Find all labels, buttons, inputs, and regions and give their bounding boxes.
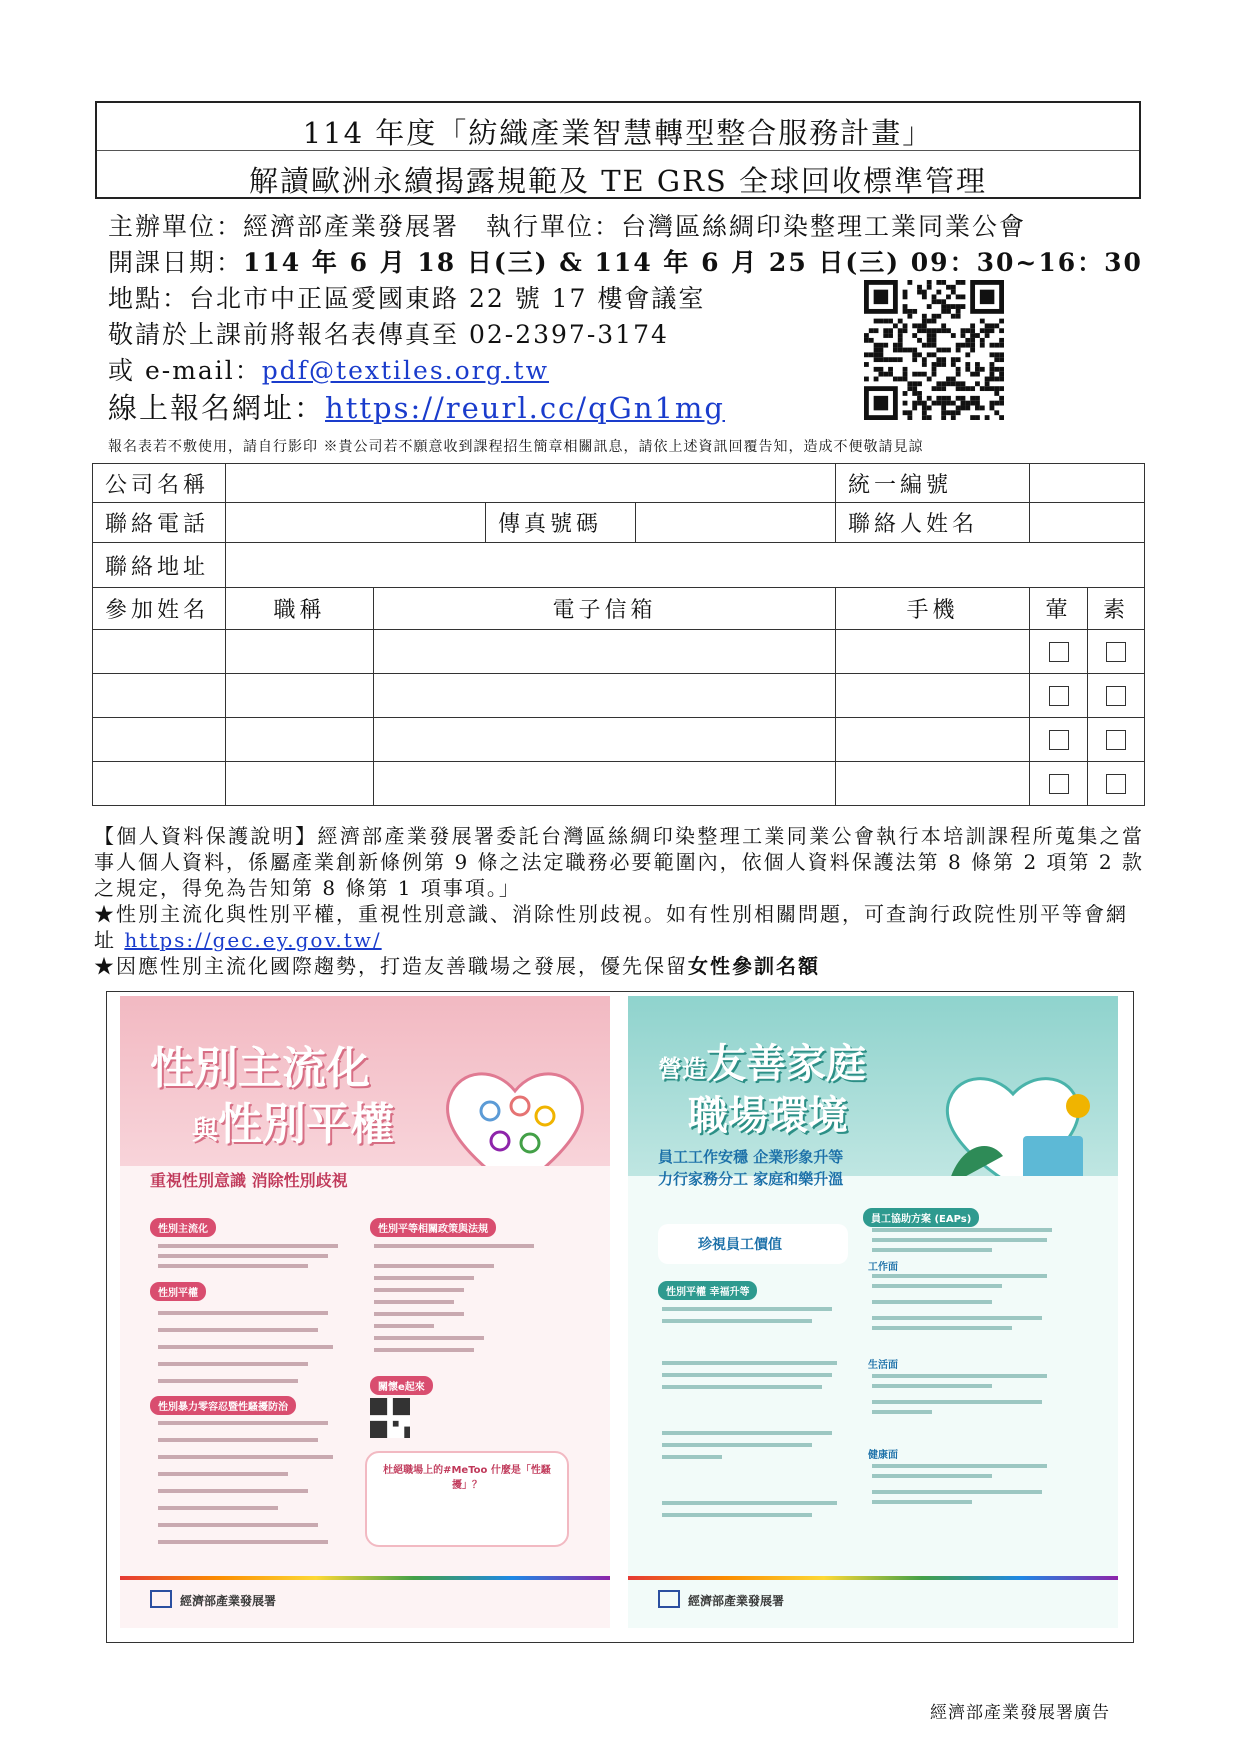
poster-right-title1-main: 友善家庭 <box>706 1041 866 1087</box>
meat-checkbox[interactable] <box>1049 686 1069 706</box>
tax-id-label: 統一編號 <box>836 464 1030 503</box>
veg-checkbox[interactable] <box>1106 642 1126 662</box>
course-title-line1: 114 年度「紡織產業智慧轉型整合服務計畫」 <box>302 116 934 150</box>
poster-right-subtitle1: 員工工作安穩 企業形象升等 <box>658 1148 844 1166</box>
date-line <box>108 243 1143 279</box>
location-line: 地點：台北市中正區愛國東路 22 號 17 樓會議室 <box>108 284 706 313</box>
poster-left-rainbow-bar <box>120 1576 610 1580</box>
poster-left-ministry: 經濟部產業發展署 <box>180 1594 277 1608</box>
gender-note-1-text: ★性別主流化與性別平權，重視性別意識、消除性別歧視。如有性別相關問題，可查詢行政院性別平等會網址 <box>94 902 1128 952</box>
fax-line: 敬請於上課前將報名表傳真至 02-2397-3174 <box>108 320 669 349</box>
organizer-line: 主辦單位：經濟部產業發展署 執行單位：台灣區絲綢印染整理工業同業公會 <box>108 212 1027 241</box>
gender-url-link[interactable]: https://gec.ey.gov.tw/ <box>124 928 382 952</box>
qr-code-icon[interactable] <box>864 280 1004 420</box>
poster-right-title2: 職場環境 <box>688 1093 848 1139</box>
poster-right-tag-5: 健康面 <box>868 1450 898 1461</box>
poster-left-tag-5: 關懷e起來 <box>370 1376 433 1395</box>
tax-id-input[interactable] <box>1030 464 1145 503</box>
participant-name-input[interactable] <box>93 718 226 762</box>
poster-right-logo-icon <box>658 1590 680 1608</box>
participant-title-input[interactable] <box>226 630 374 674</box>
poster-right-tag-1: 性別平權 幸福升等 <box>658 1281 757 1300</box>
meat-checkbox[interactable] <box>1049 642 1069 662</box>
participant-mobile-input[interactable] <box>836 718 1030 762</box>
poster-left-tag-4: 性別平等相關政策與法規 <box>370 1218 496 1237</box>
fax-input[interactable] <box>636 503 836 543</box>
participant-title-input[interactable] <box>226 762 374 806</box>
contact-label: 聯絡人姓名 <box>836 503 1030 543</box>
participant-title-input[interactable] <box>226 718 374 762</box>
meat-checkbox[interactable] <box>1049 730 1069 750</box>
email-prefix: 或 e-mail： <box>108 356 262 385</box>
header-mobile: 手機 <box>836 588 1030 630</box>
participant-email-input[interactable] <box>374 630 836 674</box>
participant-mobile-input[interactable] <box>836 630 1030 674</box>
poster-right-subtitle2: 力行家務分工 家庭和樂升溫 <box>658 1170 844 1188</box>
veg-checkbox[interactable] <box>1106 686 1126 706</box>
registration-url-link[interactable]: https://reurl.cc/qGn1mg <box>325 391 725 425</box>
poster-friendly-workplace <box>628 996 1118 1628</box>
table-row <box>93 762 1145 806</box>
veg-checkbox[interactable] <box>1106 774 1126 794</box>
poster-left-qr-icon <box>370 1398 410 1438</box>
poster-left-tag-1: 性別主流化 <box>150 1218 216 1237</box>
email-line <box>108 351 549 387</box>
poster-left-text-lines-icon <box>150 1236 350 1596</box>
header-veg: 素 <box>1088 588 1145 630</box>
participant-email-input[interactable] <box>374 718 836 762</box>
poster-left-tag-2: 性別平權 <box>150 1282 206 1301</box>
poster-left-title2-small: 與 <box>192 1116 219 1146</box>
poster-right-tag-2: 員工協助方案 (EAPs) <box>863 1208 979 1227</box>
fax-label: 傳真號碼 <box>486 503 636 543</box>
poster-right-title1 <box>658 1032 866 1089</box>
poster-left-tag-3: 性別暴力零容忍暨性騷擾防治 <box>150 1396 296 1415</box>
poster-right-eap-lines-icon <box>868 1224 1068 1534</box>
participant-mobile-input[interactable] <box>836 674 1030 718</box>
header-email: 電子信箱 <box>374 588 836 630</box>
veg-checkbox[interactable] <box>1106 730 1126 750</box>
date-value: 114 年 6 月 18 日(三) & 114 年 6 月 25 日(三) 09：30~16：30 <box>243 248 1143 277</box>
gender-note-2-bold: 女性參訓名額 <box>688 954 820 978</box>
poster-right-rainbow-bar <box>628 1576 1118 1580</box>
url-prefix: 線上報名網址： <box>108 391 326 425</box>
header-name: 參加姓名 <box>93 588 226 630</box>
poster-left-title2 <box>192 1088 394 1152</box>
course-title-line2: 解讀歐洲永續揭露規範及 TE GRS 全球回收標準管理 <box>248 164 988 198</box>
company-input[interactable] <box>226 464 836 503</box>
poster-right-tag-3: 工作面 <box>868 1262 898 1273</box>
poster-right-box-title: 珍視員工價值 <box>698 1237 782 1253</box>
poster-left-title1: 性別主流化 <box>150 1043 370 1094</box>
address-label: 聯絡地址 <box>93 543 226 588</box>
email-link[interactable]: pdf@textiles.org.tw <box>261 356 550 385</box>
footer-ad-note: 經濟部產業發展署廣告 <box>930 1703 1110 1723</box>
gender-note-2 <box>94 953 1144 979</box>
poster-left-bubble-title: 杜絕職場上的#MeToo 什麼是「性騷擾」？ <box>383 1465 551 1491</box>
poster-right-ministry: 經濟部產業發展署 <box>688 1594 785 1608</box>
header-title: 職稱 <box>226 588 374 630</box>
gender-note-1 <box>94 901 1144 953</box>
participant-name-input[interactable] <box>93 674 226 718</box>
participant-mobile-input[interactable] <box>836 762 1030 806</box>
participant-email-input[interactable] <box>374 762 836 806</box>
company-label: 公司名稱 <box>93 464 226 503</box>
table-row <box>93 718 1145 762</box>
poster-left-subtitle: 重視性別意識 消除性別歧視 <box>150 1171 348 1190</box>
note-line: 報名表若不敷使用，請自行影印 ※貴公司若不願意收到課程招生簡章相關訊息，請依上述資訊回覆告知，造成不便敬請見諒 <box>108 439 924 455</box>
participant-name-input[interactable] <box>93 762 226 806</box>
poster-right-text-lines-icon <box>658 1301 858 1551</box>
address-input[interactable] <box>226 543 1145 588</box>
phone-input[interactable] <box>226 503 486 543</box>
gender-note-2-text: ★因應性別主流化國際趨勢，打造友善職場之發展，優先保留 <box>94 954 688 978</box>
url-line <box>108 386 725 427</box>
phone-label: 聯絡電話 <box>93 503 226 543</box>
poster-left-bubble <box>365 1451 569 1547</box>
title-box <box>95 101 1141 199</box>
registration-form-table <box>92 463 1145 806</box>
privacy-statement: 【個人資料保護說明】經濟部產業發展署委託台灣區絲綢印染整理工業同業公會執行本培訓課程所蒐集之當事人個人資料，係屬產業創新條例第 9 條之法定職務必要範圍內，依個人資料保護法第 8 條第 2 項第 2 款之規定，得免為告知第 8 條第 1 項事項。」 <box>94 824 1144 900</box>
meat-checkbox[interactable] <box>1049 774 1069 794</box>
poster-right-title1-small: 營造 <box>658 1055 706 1083</box>
date-label: 開課日期： <box>108 248 244 277</box>
contact-input[interactable] <box>1030 503 1145 543</box>
poster-right-value-box <box>658 1224 848 1264</box>
header-meat: 葷 <box>1030 588 1088 630</box>
poster-left-logo-icon <box>150 1590 172 1608</box>
poster-left-law-lines-icon <box>370 1236 570 1366</box>
table-row <box>93 674 1145 718</box>
participant-name-input[interactable] <box>93 630 226 674</box>
poster-right-tag-4: 生活面 <box>868 1360 898 1371</box>
participant-email-input[interactable] <box>374 674 836 718</box>
poster-left-title2-main: 性別平權 <box>218 1099 395 1150</box>
poster-gender-mainstreaming <box>120 996 610 1628</box>
participant-title-input[interactable] <box>226 674 374 718</box>
table-row <box>93 630 1145 674</box>
